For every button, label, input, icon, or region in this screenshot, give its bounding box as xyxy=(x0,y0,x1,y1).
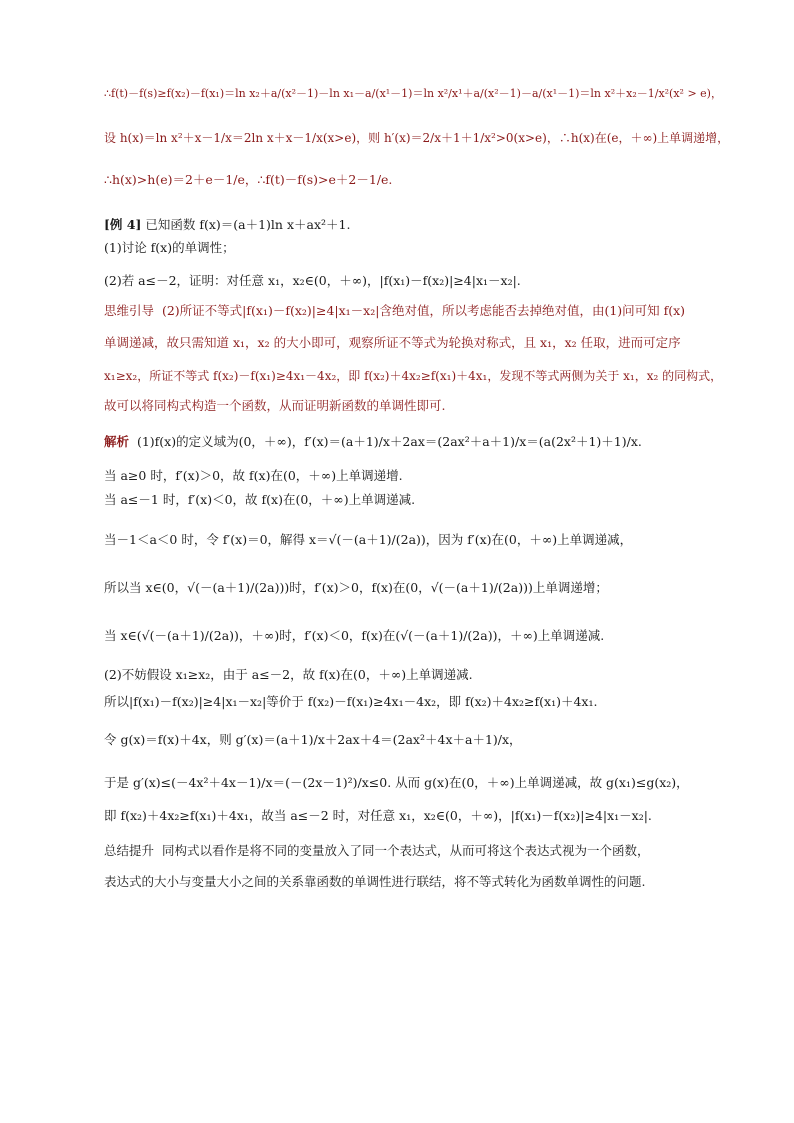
example-4-heading xyxy=(104,215,350,235)
summary-text-1: 同构式以看作是将不同的变量放入了同一个表达式，从而可将这个表达式视为一个函数， xyxy=(161,843,650,858)
solution-label: 解析 xyxy=(104,434,130,449)
solution-line-4: 当－1＜a＜0 时，令 f′(x)＝0，解得 x＝√(－(a＋1)/(2a))，因为 f′(x)在(0，＋∞)上单调递减， xyxy=(104,532,633,547)
hint-line-1 xyxy=(104,301,685,321)
summary-label: 总结提升 xyxy=(104,843,155,858)
example-4-statement: 已知函数 f(x)＝(a＋1)ln x＋ax²＋1. xyxy=(145,217,351,232)
question-1: (1)讨论 f(x)的单调性； xyxy=(104,240,235,255)
solution-line-5: 所以当 x∈(0，√(－(a＋1)/(2a)))时，f′(x)＞0，f(x)在(0，√(－(a＋1)/(2a)))上单调递增； xyxy=(104,580,608,595)
hint-line-2: 单调递减，故只需知道 x₁，x₂ 的大小即可，观察所证不等式为轮换对称式，且 x₁，x₂ 任取，进而可定序 xyxy=(104,335,681,350)
solution-line-1 xyxy=(104,432,642,452)
hint-text-1: (2)所证不等式|f(x₁)－f(x₂)|≥4|x₁－x₂|含绝对值，所以考虑能否去掉绝对值，由(1)问可知 f(x) xyxy=(161,303,686,318)
solution-line-10: 于是 g′(x)≤(－4x²＋4x－1)/x＝(－(2x－1)²)/x≤0. 从而 g(x)在(0，＋∞)上单调递减，故 g(x₁)≤g(x₂)， xyxy=(104,775,689,790)
solution-line-2: 当 a≥0 时，f′(x)＞0，故 f(x)在(0，＋∞)上单调递增. xyxy=(104,468,403,483)
solution-line-7: (2)不妨假设 x₁≥x₂，由于 a≤－2，故 f(x)在(0，＋∞)上单调递减. xyxy=(104,667,473,682)
hint-label: 思维引导 xyxy=(104,303,155,318)
solution-line-8: 所以|f(x₁)－f(x₂)|≥4|x₁－x₂|等价于 f(x₂)－f(x₁)≥4x₁－4x₂，即 f(x₂)＋4x₂≥f(x₁)＋4x₁. xyxy=(104,694,598,709)
summary-line-1 xyxy=(104,841,649,861)
derivation-line-3: ∴h(x)>h(e)＝2＋e－1/e，∴f(t)－f(s)>e＋2－1/e. xyxy=(104,172,393,187)
hint-line-4: 故可以将同构式构造一个函数，从而证明新函数的单调性即可. xyxy=(104,398,446,413)
solution-line-3: 当 a≤－1 时，f′(x)＜0，故 f(x)在(0，＋∞)上单调递减. xyxy=(104,492,416,507)
summary-line-2: 表达式的大小与变量大小之间的关系靠函数的单调性进行联结，将不等式转化为函数单调性的问题. xyxy=(104,874,646,889)
derivation-line-2: 设 h(x)＝ln x²＋x－1/x＝2ln x＋x－1/x(x>e)，则 h′(x)＝2/x＋1＋1/x²>0(x>e)，∴h(x)在(e，＋∞)上单调递增， xyxy=(104,131,730,145)
hint-line-3: x₁≥x₂，所证不等式 f(x₂)－f(x₁)≥4x₁－4x₂，即 f(x₂)＋4x₂≥f(x₁)＋4x₁，发现不等式两侧为关于 x₁，x₂ 的同构式， xyxy=(104,369,723,383)
example-4-tag: [例 4] xyxy=(104,217,142,232)
solution-line-6: 当 x∈(√(－(a＋1)/(2a))，＋∞)时，f′(x)＜0，f(x)在(√(－(a＋1)/(2a))，＋∞)上单调递减. xyxy=(104,628,605,643)
solution-line-9: 令 g(x)＝f(x)＋4x，则 g′(x)＝(a＋1)/x＋2ax＋4＝(2ax²＋4x＋a＋1)/x， xyxy=(104,732,522,747)
solution-text-1: (1)f(x)的定义域为(0，＋∞)，f′(x)＝(a＋1)/x＋2ax＝(2ax²＋a＋1)/x＝(a(2x²＋1)＋1)/x. xyxy=(136,434,642,449)
derivation-line-1: ∴f(t)－f(s)≥f(x₂)－f(x₁)＝ln x₂＋a/(x²－1)－ln x₁－a/(x¹－1)＝ln x²/x¹＋a/(x²－1)－a/(x¹－1)＝ln x²＋x₂－1/x²(x² > e)， xyxy=(104,87,722,100)
solution-line-11: 即 f(x₂)＋4x₂≥f(x₁)＋4x₁，故当 a≤－2 时，对任意 x₁，x₂∈(0，＋∞)，|f(x₁)－f(x₂)|≥4|x₁－x₂|. xyxy=(104,808,652,823)
question-2: (2)若 a≤－2，证明：对任意 x₁，x₂∈(0，＋∞)，|f(x₁)－f(x₂)|≥4|x₁－x₂|. xyxy=(104,273,521,288)
